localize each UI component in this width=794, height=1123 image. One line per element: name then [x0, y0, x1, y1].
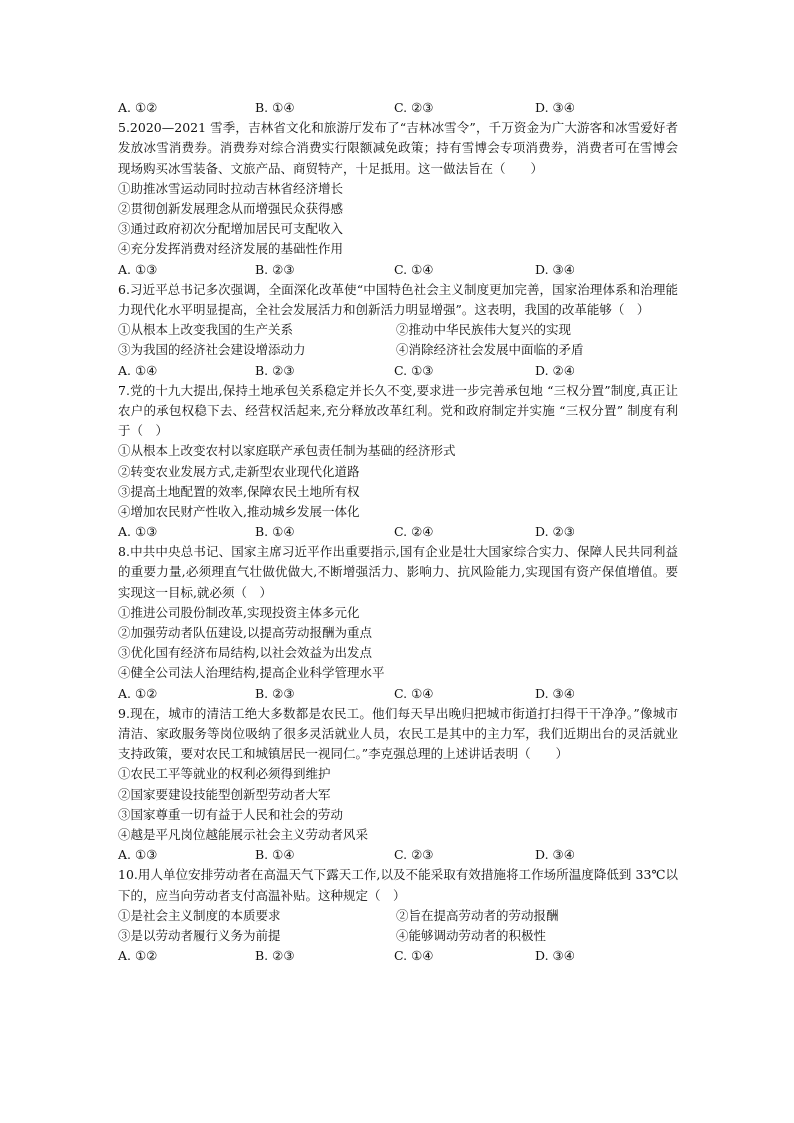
q6-item-4: ④消除经济社会发展中面临的矛盾	[396, 342, 584, 358]
q7-stem: 7.党的十九大提出,保持土地承包关系稳定并长久不变,要求进一步完善承包地 “三权分置”制度,真正让农户的承包权稳下去、经营权活起来,充分释放改革红利。党和政府制定并实施 “三权分置” 制度有利于（ ）	[118, 382, 678, 439]
q9-item-1: ①农民工平等就业的权利必须得到维护	[118, 766, 331, 782]
q10-items-row-2	[118, 926, 678, 946]
q6-item-2: ②推动中华民族伟大复兴的实现	[396, 322, 572, 338]
q6-options	[118, 361, 678, 381]
option-b[interactable]: B. ①④	[255, 100, 295, 115]
option-a[interactable]: A. ①③	[118, 261, 158, 277]
q5-item-1: ①助推冰雪运动同时拉动吉林省经济增长	[118, 180, 344, 196]
q7-item-4: ④增加农民财产性收入,推动城乡发展一体化	[118, 503, 360, 519]
option-a[interactable]: A. ①②	[118, 100, 158, 115]
q9-options	[118, 845, 678, 865]
q5-stem: 5.2020—2021 雪季，吉林省文化和旅游厅发布了“吉林冰雪令”，千万资金为广大游客和冰雪爱好者发放冰雪消费券。消费券对综合消费实行限额减免政策；持有雪博会专项消费券，消费者可在雪博会现场购买冰雪装备、文旅产品、商贸特产，十足抵用。这一做法旨在（ ）	[118, 120, 678, 176]
q10-items-row-1	[118, 906, 678, 926]
option-b[interactable]: B. ②③	[255, 948, 295, 964]
option-c[interactable]: C. ①④	[394, 685, 434, 701]
q10-item-3: ③是以劳动者履行义务为前提	[118, 927, 281, 943]
option-c[interactable]: C. ①③	[394, 362, 434, 378]
option-b[interactable]: B. ②③	[255, 261, 295, 277]
q7-item-3: ③提高土地配置的效率,保障农民土地所有权	[118, 483, 360, 499]
option-b[interactable]: B. ①④	[255, 524, 295, 540]
q10-options	[118, 946, 678, 966]
q7-item-2: ②转变农业发展方式,走新型农业现代化道路	[118, 463, 360, 479]
option-d[interactable]: D. ③④	[535, 261, 575, 277]
option-c[interactable]: C. ①④	[394, 261, 434, 277]
q9-item-4: ④越是平凡岗位越能展示社会主义劳动者风采	[118, 826, 369, 842]
option-a[interactable]: A. ①②	[118, 685, 158, 701]
option-a[interactable]: A. ①④	[118, 362, 158, 378]
option-d[interactable]: D. ③④	[535, 948, 575, 964]
q10-item-1: ①是社会主义制度的本质要求	[118, 907, 281, 923]
q6-item-3: ③为我国的经济社会建设增添动力	[118, 342, 306, 358]
q6-item-1: ①从根本上改变我国的生产关系	[118, 322, 294, 338]
q7-item-1: ①从根本上改变农村以家庭联产承包责任制为基础的经济形式	[118, 443, 456, 459]
q8-item-2: ②加强劳动者队伍建设,以提高劳动报酬为重点	[118, 625, 372, 641]
q6-stem: 6.习近平总书记多次强调，全面深化改革使“中国特色社会主义制度更加完善，国家治理体系和治理能力现代化水平明显提高，全社会发展活力和创新活力明显增强”。这表明，我国的改革能够（ ）	[118, 281, 678, 317]
q6-items-row-1	[118, 320, 678, 340]
option-c[interactable]: C. ②③	[394, 847, 434, 863]
q9-stem: 9.现在，城市的清洁工绝大多数都是农民工。他们每天早出晚归把城市街道打扫得干干净净。”像城市清洁、家政服务等岗位吸纳了很多灵活就业人员，农民工是其中的主力军，我们近期出台的灵活就业支持政策，要对农民工和城镇居民一视同仁。”李克强总理的上述讲话表明（ ）	[118, 705, 678, 762]
q8-item-3: ③优化国有经济布局结构,以社会效益为出发点	[118, 645, 372, 661]
q5-item-2: ②贯彻创新发展理念从而增强民众获得感	[118, 200, 344, 216]
q4-options	[118, 98, 678, 118]
q5-item-3: ③通过政府初次分配增加居民可支配收入	[118, 221, 344, 237]
option-b[interactable]: B. ②③	[255, 685, 295, 701]
option-d[interactable]: D. ③④	[535, 847, 575, 863]
q8-item-1: ①推进公司股份制改革,实现投资主体多元化	[118, 604, 360, 620]
option-c[interactable]: C. ②③	[394, 100, 434, 115]
q7-options	[118, 522, 678, 542]
q10-stem: 10.用人单位安排劳动者在高温天气下露天工作,以及不能采取有效措施将工作场所温度降低到 33℃以下的，应当向劳动者支付高温补贴。这种规定（ ）	[118, 867, 678, 903]
exam-page	[118, 98, 678, 966]
option-c[interactable]: C. ①④	[394, 948, 434, 964]
option-b[interactable]: B. ①④	[255, 847, 295, 863]
option-a[interactable]: A. ①③	[118, 847, 158, 863]
q6-items-row-2	[118, 340, 678, 360]
option-d[interactable]: D. ③④	[535, 685, 575, 701]
option-b[interactable]: B. ②③	[255, 362, 295, 378]
option-d[interactable]: D. ②④	[535, 362, 575, 378]
q8-options	[118, 684, 678, 704]
q10-item-4: ④能够调动劳动者的积极性	[396, 927, 547, 943]
option-a[interactable]: A. ①②	[118, 948, 158, 964]
q10-item-2: ②旨在提高劳动者的劳动报酬	[396, 907, 559, 923]
option-c[interactable]: C. ②④	[394, 524, 434, 540]
option-d[interactable]: D. ③④	[535, 100, 575, 115]
q5-item-4: ④充分发挥消费对经济发展的基础性作用	[118, 241, 344, 257]
q5-options	[118, 260, 678, 280]
option-a[interactable]: A. ①③	[118, 524, 158, 540]
q8-stem: 8.中共中央总书记、国家主席习近平作出重要指示,国有企业是壮大国家综合实力、保障人民共同利益的重要力量,必须理直气壮做优做大,不断增强活力、影响力、抗风险能力,实现国有资产保值增值。要实现这一目标,就必须（ ）	[118, 544, 678, 600]
q9-item-2: ②国家要建设技能型创新型劳动者大军	[118, 786, 331, 802]
q8-item-4: ④健全公司法人治理结构,提高企业科学管理水平	[118, 665, 385, 681]
q9-item-3: ③国家尊重一切有益于人民和社会的劳动	[118, 806, 344, 822]
option-d[interactable]: D. ②③	[535, 524, 575, 540]
